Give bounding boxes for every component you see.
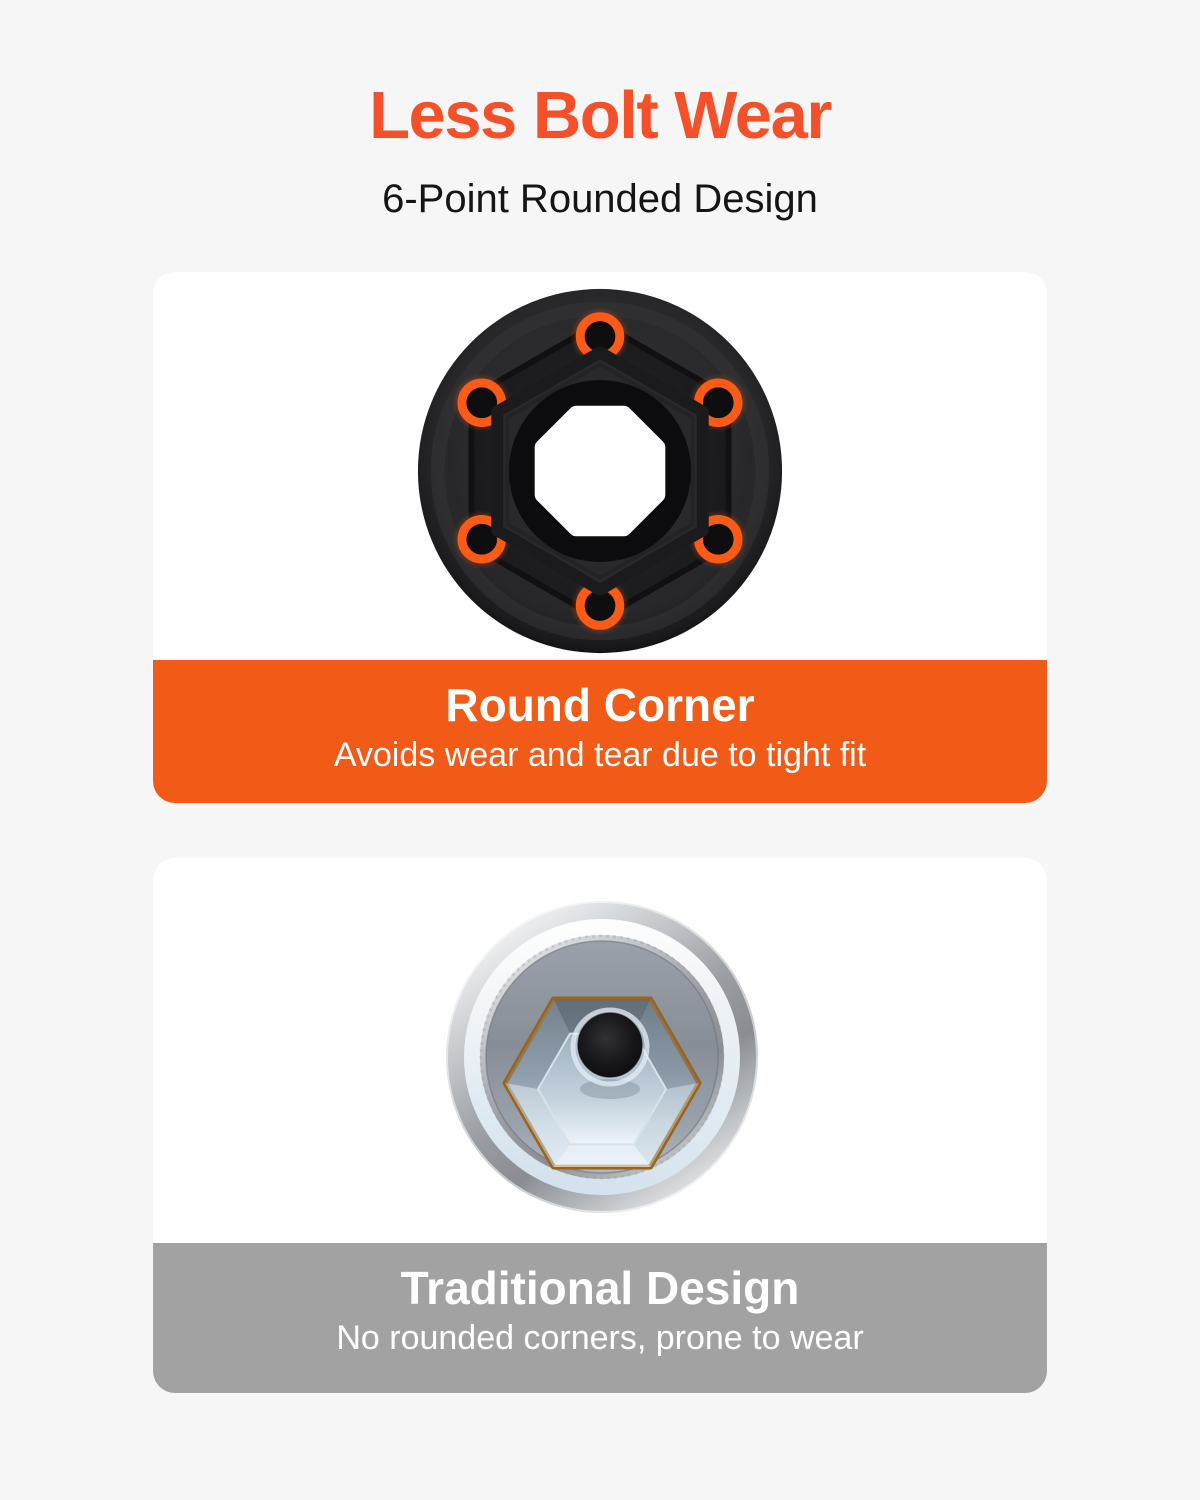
rounded-design-card xyxy=(153,272,1047,803)
rounded-socket-image xyxy=(412,283,788,659)
page-subtitle: 6-Point Rounded Design xyxy=(382,177,818,221)
round-corner-banner-subtitle: Avoids wear and tear due to tight fit xyxy=(333,736,867,774)
round-corner-banner xyxy=(153,660,1047,803)
traditional-banner-subtitle: No rounded corners, prone to wear xyxy=(336,1319,864,1357)
page-title: Less Bolt Wear xyxy=(369,78,831,153)
traditional-design-banner xyxy=(153,1243,1047,1393)
traditional-socket-image xyxy=(442,897,762,1217)
header xyxy=(0,78,1200,221)
traditional-design-card xyxy=(153,858,1047,1393)
rounded-socket-image-area xyxy=(153,272,1047,660)
traditional-socket-image-area xyxy=(153,858,1047,1243)
round-corner-banner-title: Round Corner xyxy=(445,679,755,731)
traditional-banner-title: Traditional Design xyxy=(400,1262,800,1314)
